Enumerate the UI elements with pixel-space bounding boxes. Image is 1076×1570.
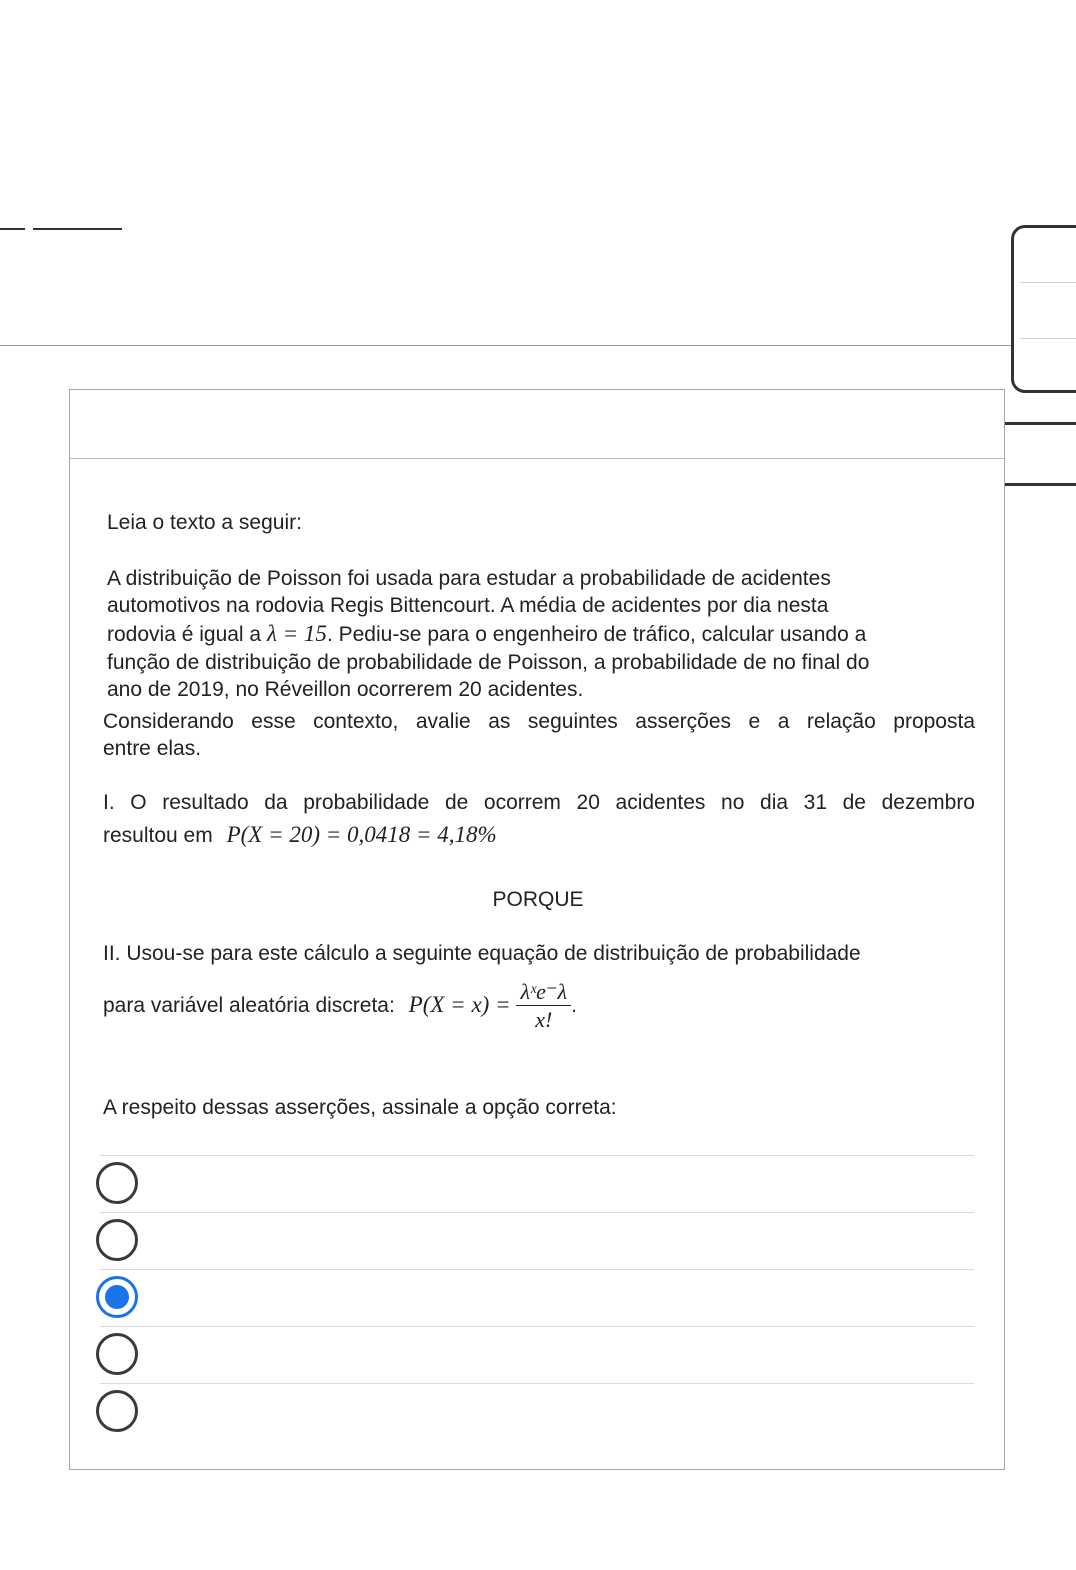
paragraph-line-2: automotivos na rodovia Regis Bittencourt. A média de acidentes por dia nesta (107, 594, 829, 617)
option-divider (100, 1212, 974, 1213)
question-prompt: A respeito dessas asserções, assinale a opção correta: (103, 1096, 617, 1119)
radio-button-b[interactable] (96, 1219, 138, 1261)
assertion-2-line-2 (103, 975, 577, 1036)
connector-text: PORQUE (492, 888, 584, 911)
assertion-1-line-2 (103, 821, 497, 850)
assertion-1-line-1: I. O resultado da probabilidade de ocorrem 20 acidentes no dia 31 de dezembro (103, 791, 975, 814)
answer-option-c[interactable] (100, 1269, 974, 1326)
answer-option-a[interactable] (100, 1155, 974, 1212)
assertion-2-formula-end: . (571, 994, 577, 1017)
lambda-formula: λ = 15 (266, 621, 327, 646)
assertion-2-line-1: II. Usou-se para este cálculo a seguinte equação de distribuição de probabilidade (103, 942, 861, 965)
option-divider (100, 1383, 974, 1384)
assertion-2-fraction (516, 979, 571, 1034)
intro-text: Leia o texto a seguir: (107, 511, 302, 534)
option-divider (100, 1326, 974, 1327)
question-card (69, 389, 1005, 1470)
paragraph-line-3 (107, 620, 866, 649)
paragraph-line-4: função de distribuição de probabilidade de Poisson, a probabilidade de no final do (107, 651, 870, 674)
fraction-denominator: x! (535, 1006, 553, 1032)
option-divider (100, 1269, 974, 1270)
radio-button-d[interactable] (96, 1333, 138, 1375)
option-divider (100, 1155, 974, 1156)
paragraph-line-3-pre: rodovia é igual a (107, 623, 262, 646)
fraction-numerator: λˣe⁻λ (516, 979, 571, 1006)
answer-option-b[interactable] (100, 1212, 974, 1269)
question-card-header (70, 390, 1004, 459)
paragraph-line-3-post: . Pediu-se para o engenheiro de tráfico, calcular usando a (326, 623, 867, 646)
answer-option-d[interactable] (100, 1326, 974, 1383)
assertion-1-formula: P(X = 20) = 0,0418 = 4,18% (226, 822, 497, 847)
nav-panel-divider (1020, 282, 1076, 283)
answer-option-e[interactable] (100, 1383, 974, 1440)
paragraph-line-1: A distribuição de Poisson foi usada para estudar a probabilidade de acidentes (107, 567, 831, 590)
assertion-1-pre: resultou em (103, 824, 213, 847)
context-line-1: Considerando esse contexto, avalie as seguintes asserções e a relação proposta (103, 710, 975, 733)
paragraph-line-5: ano de 2019, no Réveillon ocorrerem 20 acidentes. (107, 678, 584, 701)
radio-button-a[interactable] (96, 1162, 138, 1204)
question-nav-panel[interactable] (1011, 225, 1076, 393)
assertion-2-formula-lhs: P(X = x) = (408, 992, 511, 1017)
assertion-2-pre: para variável aleatória discreta: (103, 994, 395, 1017)
radio-button-c-selected[interactable] (96, 1276, 138, 1318)
header-underline-long (33, 228, 122, 230)
header-divider (0, 345, 1076, 346)
header-underline-short (0, 228, 25, 230)
radio-button-e[interactable] (96, 1390, 138, 1432)
context-line-2: entre elas. (103, 737, 202, 760)
nav-panel-divider (1020, 338, 1076, 339)
